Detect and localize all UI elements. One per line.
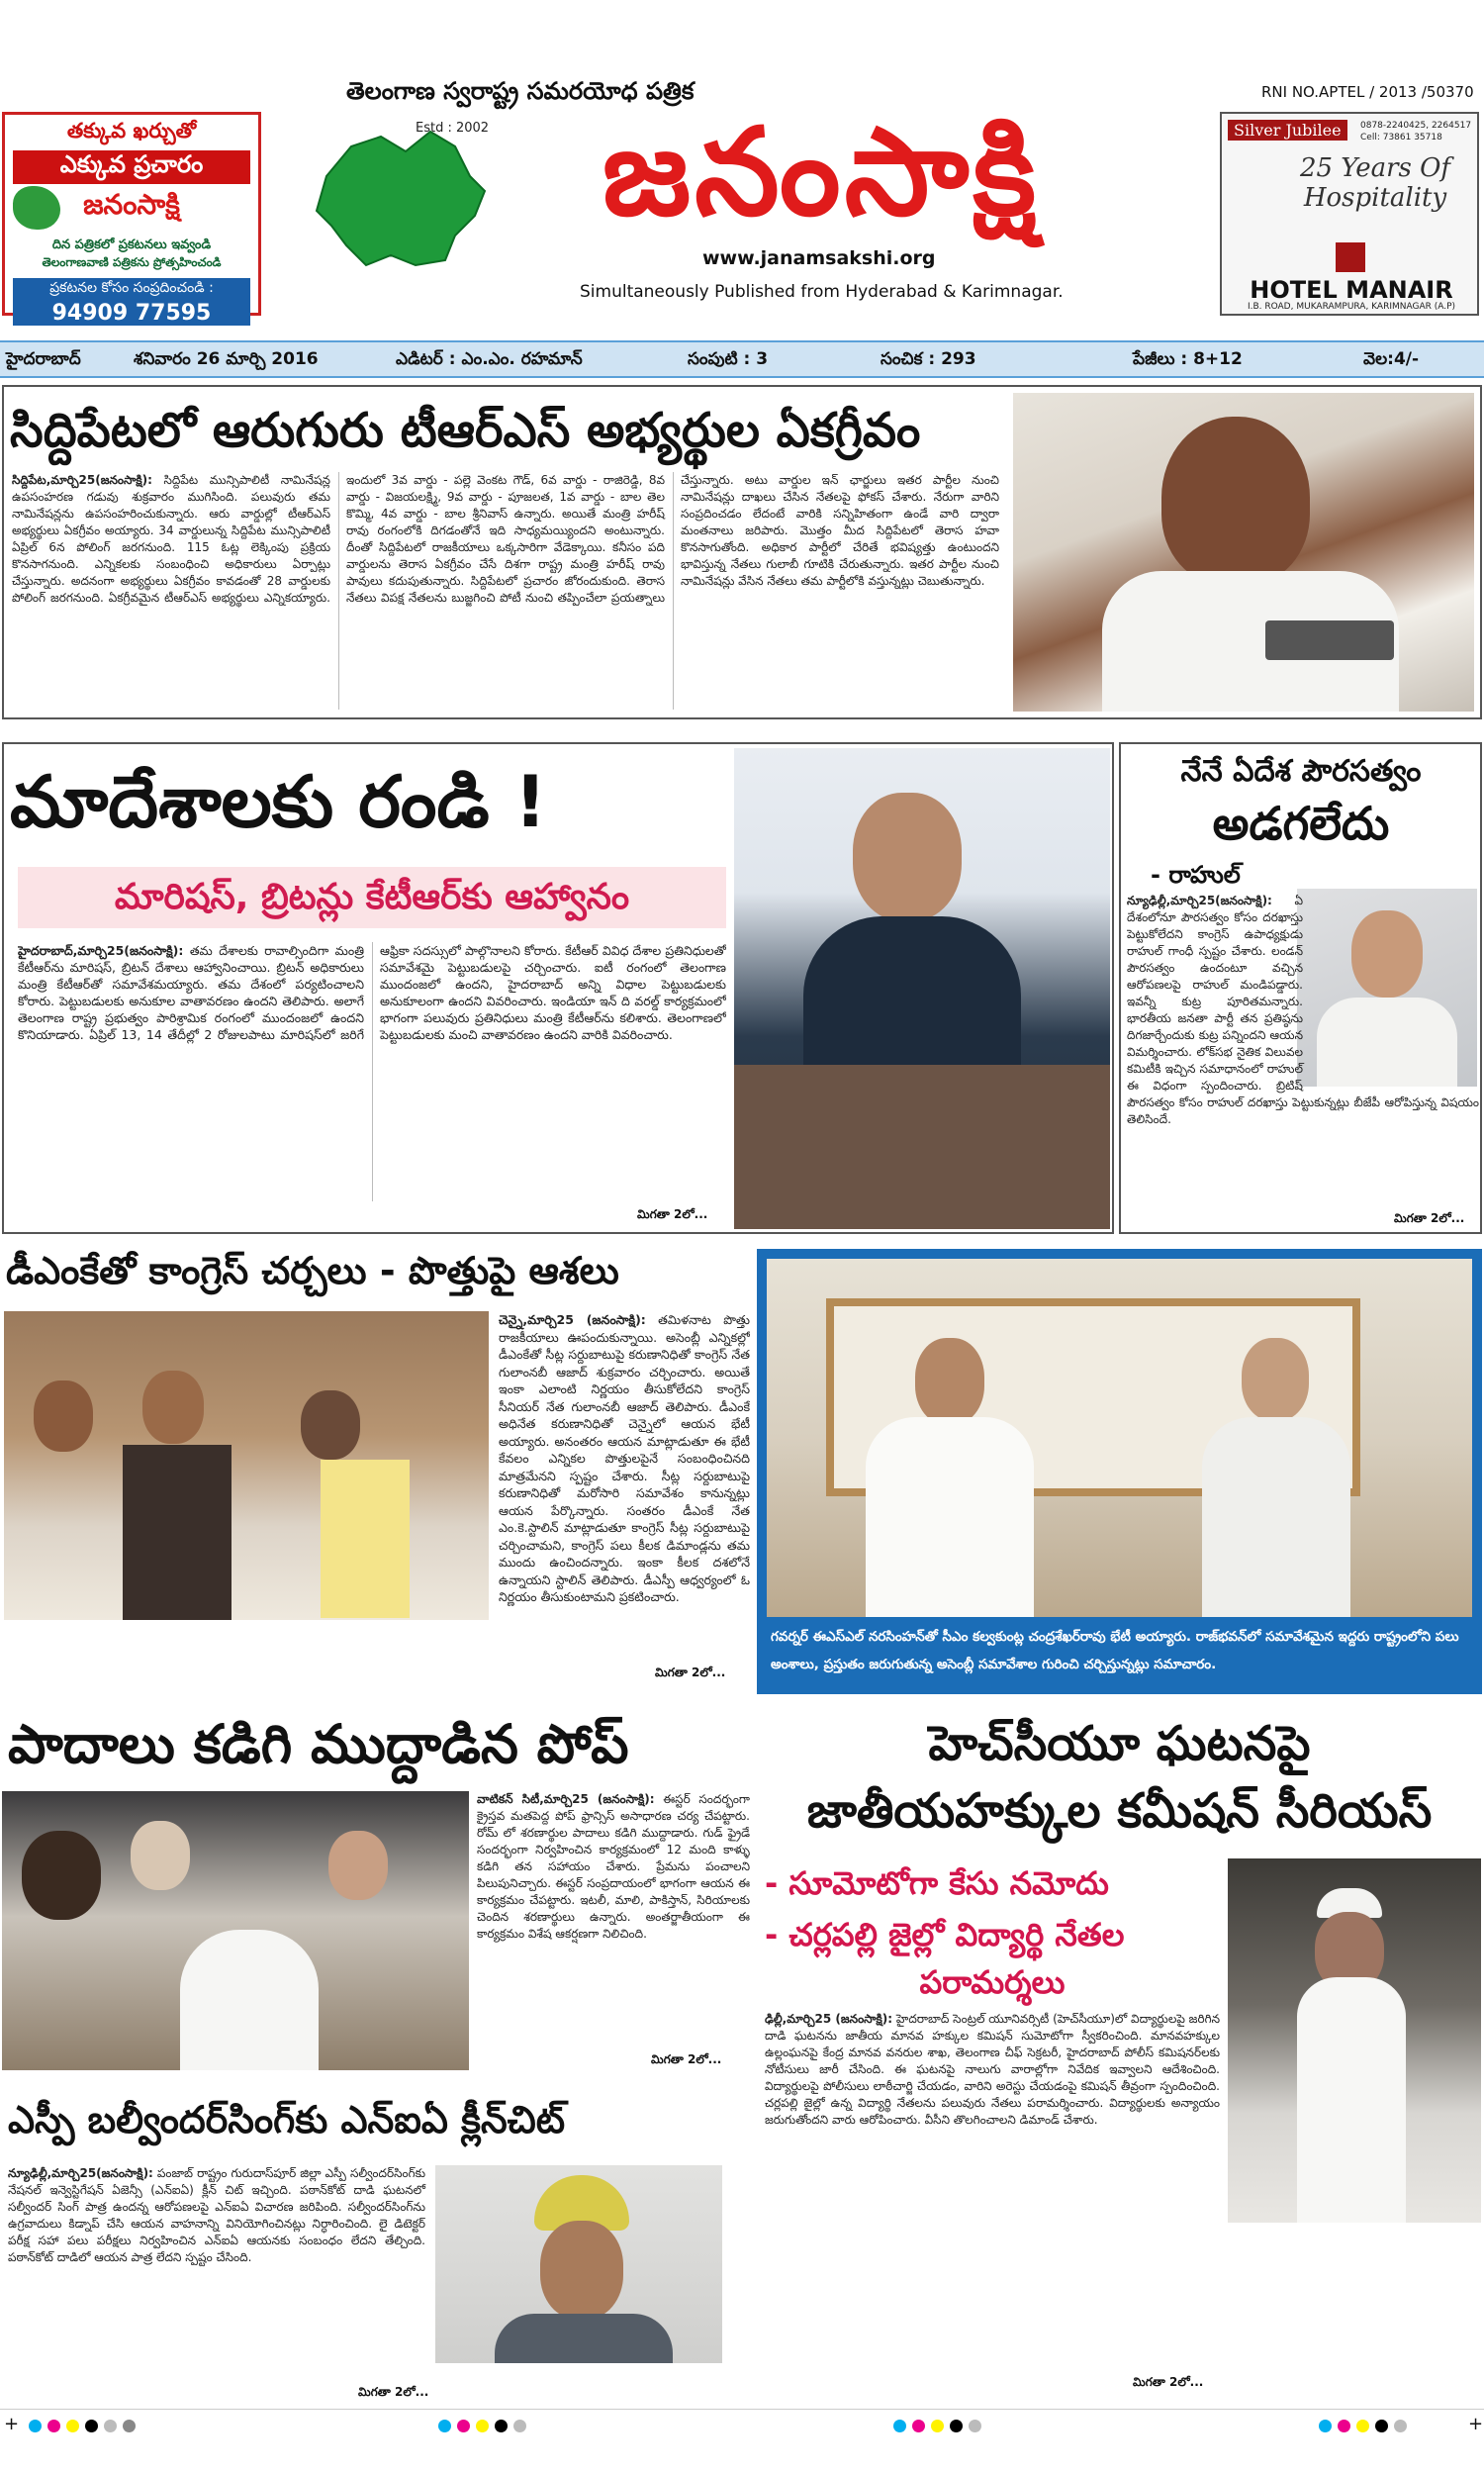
story-ktr-headline: మాదేశాలకు రండి !: [10, 760, 547, 843]
right-ad[interactable]: [1220, 112, 1479, 316]
story-rahul-headline2: అడగలేదు: [1212, 797, 1390, 850]
story-hcu-text: హైదరాబాద్ సెంట్రల్ యూనివర్సిటీ (హెచ్‌సీయూ)లో విద్యార్థులపై జరిగిన దాడి ఘటనను జాతీయ మానవ హక్కుల కమిషన్ సుమోటోగా స్వీకరించింది. మానవహక్కుల ఉల్లంఘనపై కేంద్ర మానవ వనరుల శాఖ, తెలంగాణ చీఫ్ సెక్రటరీ, హైదరాబాద్ పోలీస్ కమిషనర్‌లకు నోటీసులు జారీ చేసింది. ఈ ఘటనపై నాలుగు వారాల్లోగా నివేదిక ఇవ్వాలని ఆదేశించింది. విద్యార్థులపై పోలీసులు లాఠీచార్జి చేయడం, వారిని అరెస్టు చేయడంపై కమిషన్ తీవ్రంగా స్పందించింది. చర్లపల్లి జైల్లో ఉన్న విద్యార్థి నేతలను పలువురు నేతలు పరామర్శించారు. విద్యార్థులకు అన్యాయం జరుగుతోందని వారు ఆరోపించారు. వీసీని తొలగించాలని డిమాండ్ చేశారు.: [765, 2012, 1220, 2127]
masthead: [0, 0, 1484, 336]
story-siddipet-text: సిద్దిపేట మున్సిపాలిటీ నామినేషన్ల ఉపసంహరణ గడువు శుక్రవారం ముగిసింది. పలువురు తమ నామినేషన్లను ఉపసంహరించుకున్నారు. ఆరు వార్డుల్లో టీఆర్ఎస్ అభ్యర్థులు ఏకగ్రీవం అయ్యారు. 34 వార్డులున్న సిద్దిపేట మున్సిపాలిటీ ఏప్రిల్ 6న పోలింగ్ జరగనుంది. 115 ఓట్ల లెక్కింపు ప్రక్రియ కొనసాగనుంది. ఎన్నికలకు సంబంధించి అధికారులు ఏర్పాట్లు చేస్తున్నారు. అదనంగా అభ్యర్థులు ఏకగ్రీవం కావడంతో 28 వార్డులకు పోలింగ్ జరగనుంది. ఏకగ్రీవమైన టీఆర్ఎస్ అభ్యర్థులు ఎన్నికయ్యారు. ఇందులో 3వ వార్డు - పల్లె వెంకట గౌడ్, 6వ వార్డు - రాజిరెడ్డి, 8వ వార్డు - విజయలక్ష్మి, 9వ వార్డు - పూజలత, 1వ వార్డు - బాల తెల కొమ్మి, 4వ వార్డు - బాల శ్రీనివాస్ ఉన్నారు. అయితే మంత్రి హరీష్ రావు రంగంలోకి దిగడంతోనే ఇది సాధ్యమయ్యిందని అంటున్నారు. దీంతో సిద్దిపేటలో రాజకీయాలు ఒక్కసారిగా వేడెక్కాయి. కనీసం పది వార్డులను తెరాస ఏకగ్రీవం చేసే దిశగా రాష్ట్ర మంత్రి హరీష్ రావు పావులు కదుపుతున్నారు. సిద్దిపేటలో ప్రచారం జోరందుకుంది. తెరాస నేతలు విపక్ష నేతలను బుజ్జగించి పోటీ నుంచి తప్పించేలా ప్రయత్నాలు చేస్తున్నారు. అటు వార్డుల ఇన్ ఛార్జులు ఇతర పార్టీల నుంచి నామినేషన్లు దాఖలు చేసిన నేతలపై ఫోకస్ చేశారు. నేరుగా వారిని సంప్రదించడం లేదంటే వారికి సన్నిహితంగా ఉండే వారి ద్వారా మంతనాలు జరిపారు. మొత్తం మీద సిద్దిపేటలో తెరాస హవా కొనసాగుతోంది. అధికార పార్టీలో చేరితే భవిష్యత్తు ఉంటుందని భావిస్తున్న నేతలు గులాబీ గూటికి చేరుతున్నారు. ఇతర పార్టీల నుంచి నామినేషన్లు వేసిన నేతలు తమ పార్టీలోకి వస్తున్నట్లు చెబుతున్నారు.: [12, 473, 999, 605]
story-hcu: [757, 1710, 1482, 2403]
photo-story-governor: [757, 1249, 1482, 1694]
story-dmk-continued[interactable]: మిగతా 2లో...: [655, 1665, 726, 1679]
story-dmk-text: తమిళనాట పొత్తు రాజకీయాలు ఊపందుకున్నాయి. అసెంబ్లీ ఎన్నికల్లో డీఎంకేతో సీట్ల సర్దుబాటుపై కరుణానిధితో కాంగ్రెస్ నేత గులాంనబీ ఆజాద్ శుక్రవారం చర్చించారు. అయితే ఇంకా ఎలాంటి నిర్ణయం తీసుకోలేదని కాంగ్రెస్ సీనియర్ నేత గులాంనబీ ఆజాద్ తెలిపారు. డీఎంకే అధినేత కరుణానిధితో చెన్నైలో ఆయన భేటీ అయ్యారు. అనంతరం ఆయన మాట్లాడుతూ ఈ భేటీ కేవలం ఎన్నికల పొత్తులపైనే సంబంధించినది మాత్రమేనని స్పష్టం చేశారు. సీట్ల సర్దుబాటుపై కరుణానిధితో మరోసారి సమావేశం కానున్నట్లు ఆయన పేర్కొన్నారు. సంతరం డీఎంకే నేత ఎం.కె.స్టాలిన్ మాట్లాడుతూ కాంగ్రెస్ సీట్ల సర్దుబాటుపై చర్చించామని, కాంగ్రెస్ పలు కీలక డిమాండ్లను తమ ముందు ఉంచిందన్నారు. ఇంకా కీలక దశలోనే ఉన్నాయని స్టాలిన్ తెలిపారు. డీఎస్పీ ఆధ్వర్యంలో ఓ నిర్ణయం తీసుకుంటామని ప్రకటించారు.: [499, 1312, 750, 1604]
right-ad-years: 25 Years Of Hospitality: [1299, 153, 1451, 213]
story-rahul-byline: - రాహుల్: [1151, 861, 1241, 889]
info-issue: సంచిక : 293: [881, 349, 976, 369]
story-hcu-continued[interactable]: మిగతా 2లో...: [1133, 2375, 1204, 2389]
story-rahul-body: [1127, 893, 1479, 1207]
story-ktr-photo: [734, 748, 1110, 1229]
left-ad-line1: తక్కువ ఖర్చుతో: [66, 119, 197, 143]
right-ad-address: I.B. ROAD, MUKARAMPURA, KARIMNAGAR (A.P): [1247, 302, 1456, 312]
color-bar-right: [1316, 2418, 1410, 2436]
story-siddipet-photo: [1013, 393, 1474, 712]
color-bar-center-right: [890, 2418, 984, 2436]
story-dmk-headline: డీఎంకేతో కాంగ్రెస్ చర్చలు - పొత్తుపై ఆశలు: [6, 1249, 619, 1292]
story-hcu-dateline: ఢిల్లీ,మార్చి25 (జనంసాక్షి):: [765, 2012, 893, 2026]
story-hcu-headline1: హెచ్‌సీయూ ఘటనపై: [928, 1716, 1311, 1771]
story-ktr: [2, 742, 1114, 1234]
footer-registration-marks: [0, 2409, 1484, 2438]
story-ktr-subheadline: మారిషస్, బ్రిటన్లు కేటీఆర్‌కు ఆహ్వానం: [18, 867, 726, 928]
info-pages: పేజీలు : 8+12: [1133, 349, 1243, 369]
info-editor: ఎడిటర్ : ఎం.ఎం. రహమాన్: [396, 349, 583, 369]
story-nia: [2, 2092, 754, 2405]
masthead-title: జనంసాక్షి: [602, 102, 1041, 242]
left-ad-line2: ఎక్కువ ప్రచారం: [13, 150, 250, 184]
story-rahul: [1119, 742, 1482, 1234]
left-ad-phone: 94909 77595: [13, 301, 250, 326]
color-bar-left: [26, 2418, 139, 2436]
right-ad-phones: 0878-2240425, 2264517 Cell: 73861 35718: [1360, 121, 1472, 143]
story-hcu-sub3: పరామర్శలు: [919, 1963, 1066, 2001]
registration-plus-left: +: [4, 2414, 20, 2434]
story-siddipet: [2, 385, 1482, 719]
story-ktr-continued[interactable]: మిగతా 2లో...: [637, 1207, 708, 1221]
info-city: హైదరాబాద్: [6, 349, 81, 369]
left-ad-line3: దిన పత్రికలో ప్రకటనలు ఇవ్వండి: [51, 238, 212, 252]
story-ktr-text: తమ దేశాలకు రావాల్సిందిగా మంత్రి కేటీఆర్‌ను మారిషస్, బ్రిటన్ దేశాలు ఆహ్వానించాయి. బ్రిటన్ అధికారులు మంత్రి కేటీఆర్‌తో సమావేశమయ్యారు. తమ దేశంలో పర్యటించాలని కోరారు. పెట్టుబడులకు అనుకూల వాతావరణం ఉందని తెలిపారు. అలాగే తెలంగాణ రాష్ట్ర ప్రభుత్వం పారిశ్రామిక రంగంలో ముందంజలో ఉందని కొనియాడారు. ఏప్రిల్ 13, 14 తేదీల్లో 2 రోజులపాటు మారిషస్‌లో జరిగే ఆఫ్రికా సదస్సులో పాల్గొనాలని కోరారు. కేటీఆర్ వివిధ దేశాల ప్రతినిధులతో సమావేశమై పెట్టుబడులపై చర్చించారు. ఐటీ రంగంలో తెలంగాణ ముందంజలో ఉందని, హైదరాబాద్ అన్ని విధాల పెట్టుబడులకు అనుకూలంగా ఉందని వివరించారు. ఇండియా ఇన్ ది వరల్డ్ కార్యక్రమంలో భాగంగా పలువురు ప్రతినిధులు మంత్రి కేటీఆర్‌ను కలిశారు. తెలంగాణలో పెట్టుబడులకు మంచి వాతావరణం ఉందని వారికి వివరించారు.: [18, 943, 726, 1042]
masthead-tagline: తెలంగాణ స్వరాష్ట్ర సమరయోధ పత్రిక: [346, 77, 695, 105]
story-dmk-body: [4, 1311, 750, 1656]
story-nia-dateline: న్యూఢిల్లీ,మార్చి25(జనంసాక్షి):: [8, 2166, 153, 2180]
telangana-map-icon: [13, 186, 60, 230]
hotel-logo-icon: [1336, 242, 1365, 272]
story-dmk-dateline: చెన్నై,మార్చి25 (జనంసాక్షి):: [499, 1312, 646, 1327]
left-ad[interactable]: [2, 112, 261, 326]
left-ad-brand: జనంసాక్షి: [83, 188, 180, 221]
masthead-published: Simultaneously Published from Hyderabad & Karimnagar.: [580, 282, 1064, 302]
masthead-estd: Estd : 2002: [416, 121, 490, 136]
story-pope-headline: పాదాలు కడిగి ముద్దాడిన పోప్: [8, 1713, 629, 1775]
left-ad-line4: తెలంగాణవాణి పత్రికను ప్రోత్సహించండి: [42, 255, 222, 269]
right-ad-hotel: HOTEL MANAIR: [1250, 276, 1453, 304]
story-pope: [2, 1710, 754, 2078]
masthead-website[interactable]: www.janamsakshi.org: [702, 247, 936, 269]
left-ad-contact-label: ప్రకటనల కోసం సంప్రదించండి :: [13, 278, 250, 301]
story-pope-text: ఈస్టర్ సందర్భంగా క్రైస్తవ మతపెద్ద పోప్ ఫ్రాన్సిస్ అసాధారణ చర్య చేపట్టారు. రోమ్ లో శరణార్థుల పాదాలు కడిగి ముద్దాడారు. గుడ్ ఫ్రైడే సందర్భంగా నిర్వహించిన కార్యక్రమంలో 12 మంది కాళ్ళు కడిగి తన సహాయం చేశారు. ప్రేమను పంచాలని పిలుపునిచ్చారు. ఈస్టర్ సంప్రదాయంలో భాగంగా ఆయన ఈ కార్యక్రమం చేపట్టారు. ఇటలీ, మాలి, పాకిస్తాన్, సిరియాలకు చెందిన శరణార్థులు ఉన్నారు. అంతర్జాతీయంగా ఈ కార్యక్రమం విశేష ఆకర్షణగా నిలిచింది.: [477, 1792, 750, 1941]
story-hcu-body: [765, 2011, 1479, 2369]
story-rahul-headline1: నేనే ఏదేశ పౌరసత్వం: [1180, 754, 1422, 789]
story-nia-headline: ఎస్పీ బల్వీందర్‌సింగ్‌కు ఎన్ఐఏ క్లీన్‌చిట్: [8, 2098, 566, 2141]
story-siddipet-body: [12, 472, 999, 710]
info-bar: [0, 340, 1484, 378]
story-nia-body: [8, 2165, 750, 2383]
right-ad-jubilee: Silver Jubilee: [1228, 120, 1347, 141]
story-hcu-headline2: జాతీయహక్కుల కమీషన్ సీరియస్: [806, 1783, 1433, 1839]
color-bar-center-left: [435, 2418, 529, 2436]
info-volume: సంపుటి : 3: [688, 349, 769, 369]
info-price: వెల:4/-: [1363, 349, 1420, 369]
story-hcu-sub1: - సూమోటోగా కేసు నమోదు: [765, 1864, 1109, 1902]
story-pope-photo: [2, 1791, 469, 2070]
story-rahul-text: ఏ దేశంలోనూ పౌరసత్వం కోసం దరఖాస్తు పెట్టుకోలేదని కాంగ్రెస్ ఉపాధ్యక్షుడు రాహుల్ గాంధీ స్పష్టం చేశారు. లండన్ పౌరసత్వం ఉందంటూ వచ్చిన ఆరోపణలపై రాహుల్ మండిపడ్డారు. ఇవన్నీ కుట్ర పూరితమన్నారు. భారతీయ జనతా పార్టీ తన ప్రతిష్ఠను దిగజార్చేందుకు కుట్ర పన్నిందని ఆయన విమర్శించారు. లోక్‌సభ నైతిక విలువల కమిటీకి ఇచ్చిన సమాధానంలో రాహుల్ ఈ విధంగా స్పందించారు. బ్రిటిష్ పౌరసత్వం కోసం రాహుల్ దరఖాస్తు పెట్టుకున్నట్లు బీజేపీ ఆరోపిస్తున్న విషయం తెలిసిందే.: [1127, 894, 1479, 1126]
photo-story-governor-photo: [767, 1259, 1472, 1617]
story-ktr-body: [18, 942, 726, 1201]
story-siddipet-headline: సిద్దిపేటలో ఆరుగురు టీఆర్ఎస్ అభ్యర్థుల ఏకగ్రీవం: [10, 403, 921, 458]
story-hcu-sub2: - చర్లపల్లి జైల్లో విద్యార్థి నేతల: [765, 1916, 1125, 1953]
story-pope-body: [477, 1791, 750, 2046]
story-pope-dateline: వాటికన్ సిటీ,మార్చి25 (జనంసాక్షి):: [477, 1792, 655, 1806]
story-ktr-dateline: హైదరాబాద్,మార్చి25(జనంసాక్షి):: [18, 943, 184, 958]
story-pope-continued[interactable]: మిగతా 2లో...: [651, 2052, 722, 2066]
story-nia-continued[interactable]: మిగతా 2లో...: [358, 2385, 429, 2399]
story-rahul-dateline: న్యూఢిల్లీ,మార్చి25(జనంసాక్షి):: [1127, 894, 1272, 907]
story-dmk: [2, 1242, 754, 1692]
story-rahul-continued[interactable]: మిగతా 2లో...: [1394, 1211, 1465, 1225]
rni-number: RNI NO.APTEL / 2013 /50370: [1261, 83, 1474, 101]
info-date: శనివారం 26 మార్చి 2016: [134, 349, 319, 369]
photo-story-governor-caption: గవర్నర్ ఈఎస్ఎల్ నరసింహన్‌తో సీఎం కల్వకుంట్ల చంద్రశేఖర్‌రావు భేటీ అయ్యారు. రాజ్‌భవన్‌లో సమావేశమైన ఇద్దరు రాష్ట్రంలోని పలు అంశాలు, ప్రస్తుతం జరుగుతున్న అసెంబ్లీ సమావేశాల గురించి చర్చిస్తున్నట్లు సమాచారం.: [771, 1629, 1459, 1672]
story-siddipet-dateline: సిద్దిపేట,మార్చి25(జనంసాక్షి):: [12, 473, 152, 487]
registration-plus-right: +: [1468, 2414, 1484, 2434]
story-nia-text: పంజాబ్ రాష్ట్రం గురుదాస్‌పూర్ జిల్లా ఎస్పీ సల్వీందర్‌సింగ్‌కు నేషనల్ ఇన్వెస్టిగేషన్ ఏజెన్సీ (ఎన్ఐఏ) క్లీన్ చిట్ ఇచ్చింది. పఠాన్‌కోట్ దాడి ఘటనలో సల్వీందర్ సింగ్ పాత్ర ఉందన్న ఆరోపణలపై ఎన్ఐఏ విచారణ జరిపింది. సల్వీందర్‌సింగ్‌ను ఉగ్రవాదులు కిడ్నాప్ చేసి ఆయన వాహనాన్ని వినియోగించినట్లు నిర్ధారించింది. లై డిటెక్టర్ పరీక్ష సహా పలు పరీక్షలు నిర్వహించిన ఎన్ఐఏ ఆయనకు సంబంధం లేదని తేల్చింది. పఠాన్‌కోట్ దాడిలో ఆయన పాత్ర లేదని స్పష్టం చేసింది.: [8, 2166, 425, 2264]
